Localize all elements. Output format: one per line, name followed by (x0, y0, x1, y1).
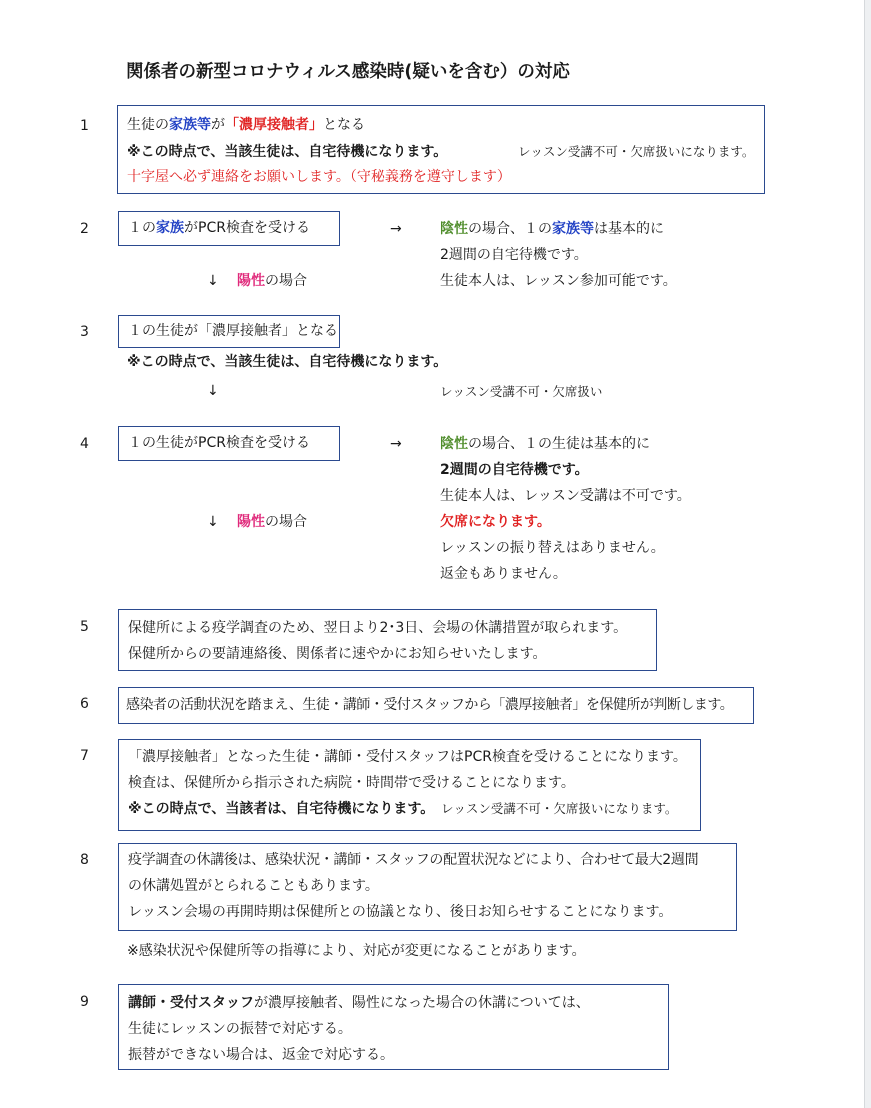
text: は基本的に (594, 221, 664, 237)
step-4-box (118, 426, 340, 461)
right-arrow: → (390, 221, 402, 237)
step-9-box (118, 984, 669, 1070)
negative-label: 陰性 (440, 436, 468, 452)
down-arrow: ↓ (207, 273, 219, 289)
text: の場合、１の (468, 221, 552, 237)
step-9-line-2: 生徒にレッスンの振替で対応する。 (128, 1021, 352, 1037)
step-6-box (118, 687, 754, 724)
down-arrow: ↓ (207, 383, 219, 399)
text: の場合 (265, 273, 307, 289)
text: 生徒の (127, 117, 169, 133)
step-2-negative-line-3: 生徒本人は、レッスン参加可能です。 (440, 273, 677, 289)
step-number: 6 (80, 696, 89, 712)
text: が (211, 117, 225, 133)
step-1-line-1 (127, 115, 365, 135)
positive-label: 陽性 (237, 514, 265, 530)
step-8-box (118, 843, 737, 931)
family-highlight: 家族 (156, 220, 184, 236)
step-1-line-2: ※この時点で、当該生徒は、自宅待機になります。 (127, 144, 448, 160)
step-1-line-3: 十字屋へ必ず連絡をお願いします。（守秘義務を遵守します） (127, 169, 511, 185)
text: がPCR検査を受ける (184, 220, 310, 236)
family-highlight: 家族等 (169, 117, 211, 133)
staff-highlight: 講師・受付スタッフ (128, 995, 254, 1011)
step-8-line-2: の休講処置がとられることもあります。 (128, 878, 379, 894)
step-3-note: レッスン受講不可・欠席扱い (440, 384, 603, 399)
right-arrow: → (390, 436, 402, 452)
step-4-negative-line-2: 2週間の自宅待機です。 (440, 462, 589, 478)
step-2-negative-line-1 (440, 219, 664, 239)
step-number: 3 (80, 324, 89, 340)
step-number: 2 (80, 221, 89, 237)
step-8-line-1: 疫学調査の休講後は、感染状況・講師・スタッフの配置状況などにより、合わせて最大2週間 (128, 852, 699, 868)
step-5-box (118, 609, 657, 671)
step-9-line-3: 振替ができない場合は、返金で対応する。 (128, 1047, 394, 1063)
step-6-line-1: 感染者の活動状況を踏まえ、生徒・講師・受付スタッフから「濃厚接触者」を保健所が判断します。 (126, 697, 734, 713)
step-7-line-3: ※この時点で、当該者は、自宅待機になります。 (128, 801, 435, 817)
step-number: 9 (80, 994, 89, 1010)
step-2-box (118, 211, 340, 246)
text: の場合 (265, 514, 307, 530)
step-1-note: レッスン受講不可・欠席扱いになります。 (518, 144, 755, 159)
positive-label: 陽性 (237, 273, 265, 289)
step-3-box (118, 315, 340, 348)
close-contact-highlight: 「濃厚接触者」 (225, 117, 323, 133)
step-4-negative-line-3: 生徒本人は、レッスン受講は不可です。 (440, 488, 691, 504)
step-8-note: ※感染状況や保健所等の指導により、対応が変更になることがあります。 (127, 943, 586, 959)
step-7-line-2: 検査は、保健所から指示された病院・時間帯で受けることになります。 (128, 775, 575, 791)
step-2-positive (237, 271, 307, 291)
step-2-box-text (128, 218, 310, 238)
step-9-line-1 (128, 993, 590, 1013)
step-number: 7 (80, 748, 89, 764)
step-4-no-refund: 返金もありません。 (440, 566, 567, 582)
step-number: 1 (80, 118, 89, 134)
step-7-note: レッスン受講不可・欠席扱いになります。 (441, 801, 678, 816)
step-3-box-text: １の生徒が「濃厚接触者」となる (128, 323, 338, 339)
step-3-line-2: ※この時点で、当該生徒は、自宅待機になります。 (127, 354, 448, 370)
step-number: 4 (80, 436, 89, 452)
text: が濃厚接触者、陽性になった場合の休講については、 (254, 995, 590, 1011)
step-8-line-3: レッスン会場の再開時期は保健所との協議となり、後日お知らせすることになります。 (128, 904, 673, 920)
step-5-line-2: 保健所からの要請連絡後、関係者に速やかにお知らせいたします。 (128, 646, 547, 662)
family-highlight: 家族等 (552, 221, 594, 237)
text: となる (323, 117, 365, 133)
page-title: 関係者の新型コロナウィルス感染時(疑いを含む）の対応 (126, 62, 570, 82)
step-2-negative-line-2: 2週間の自宅待機です。 (440, 247, 588, 263)
negative-label: 陰性 (440, 221, 468, 237)
text: １の (128, 220, 156, 236)
step-1-box (117, 105, 765, 194)
step-5-line-1: 保健所による疫学調査のため、翌日より2･3日、会場の休講措置が取られます。 (128, 620, 628, 636)
text: の場合、１の生徒は基本的に (468, 436, 650, 452)
step-7-line-1: 「濃厚接触者」となった生徒・講師・受付スタッフはPCR検査を受けることになります。 (128, 749, 687, 765)
down-arrow: ↓ (207, 514, 219, 530)
step-4-no-makeup: レッスンの振り替えはありません。 (440, 540, 665, 556)
step-4-negative-line-1 (440, 434, 650, 454)
step-4-positive (237, 512, 307, 532)
page-edge (864, 0, 871, 1108)
step-number: 5 (80, 619, 89, 635)
step-7-box (118, 739, 701, 831)
step-4-absence: 欠席になります。 (440, 514, 551, 530)
step-number: 8 (80, 852, 89, 868)
step-4-box-text: １の生徒がPCR検査を受ける (128, 435, 310, 451)
